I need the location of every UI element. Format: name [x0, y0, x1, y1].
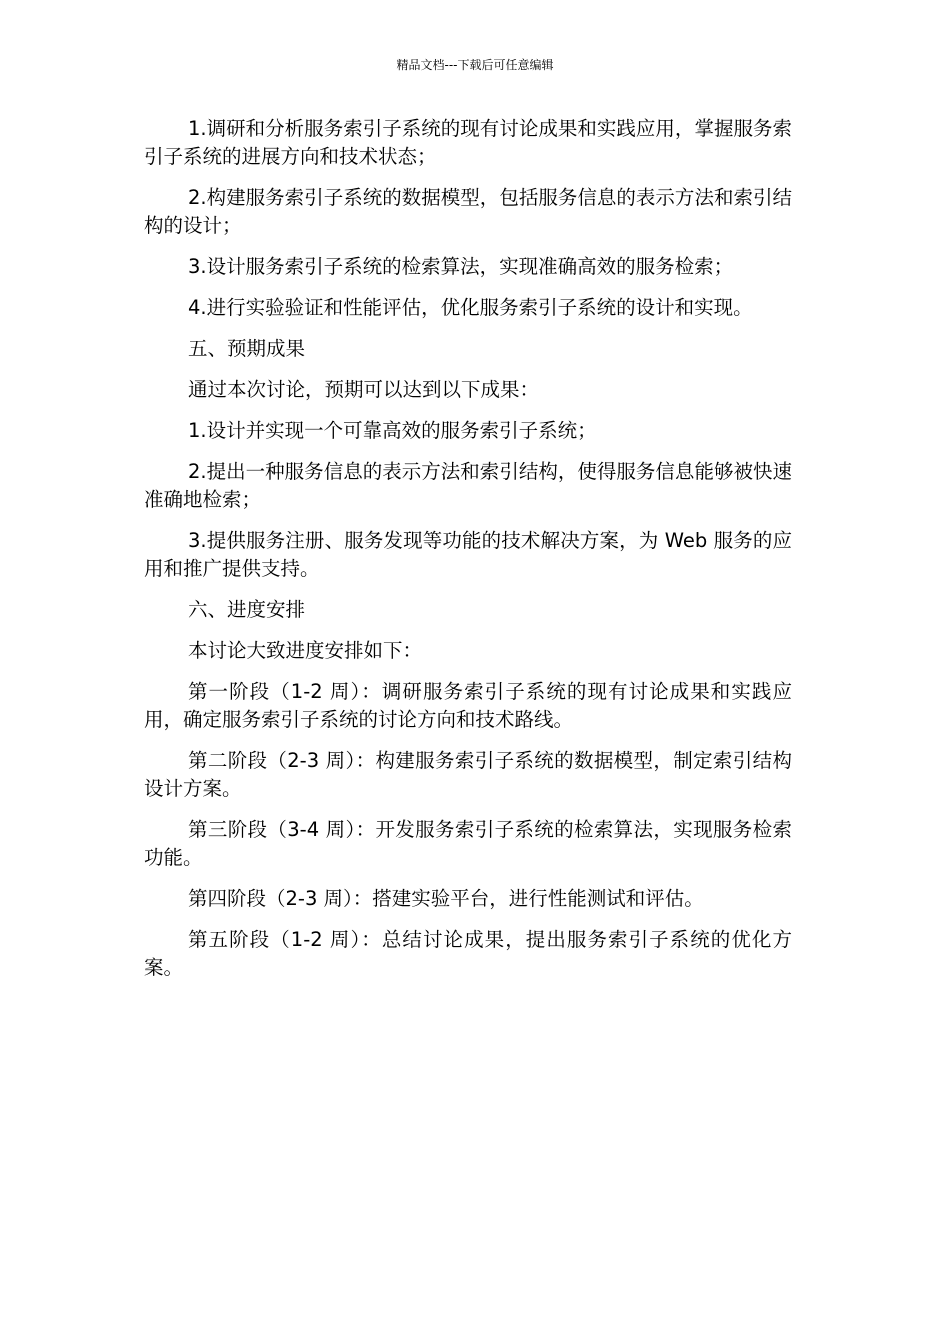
- paragraph-stage-5: 第五阶段（1-2 周）：总结讨论成果，提出服务索引子系统的优化方案。: [144, 928, 792, 979]
- paragraph-stage-1: 第一阶段（1-2 周）：调研服务索引子系统的现有讨论成果和实践应用，确定服务索引子系统的讨论方向和技术路线。: [144, 680, 792, 731]
- section-heading-schedule: 六、进度安排: [188, 598, 306, 621]
- paragraph-objective-2: 2.构建服务索引子系统的数据模型，包括服务信息的表示方法和索引结构的设计；: [144, 186, 792, 237]
- paragraph-results-intro: 通过本次讨论，预期可以达到以下成果：: [188, 378, 540, 401]
- paragraph-stage-2: 第二阶段（2-3 周）：构建服务索引子系统的数据模型，制定索引结构设计方案。: [144, 749, 792, 800]
- page-header: 精品文档---下载后可任意编辑: [396, 58, 554, 72]
- paragraph-result-1: 1.设计并实现一个可靠高效的服务索引子系统；: [188, 419, 597, 442]
- document-body: [144, 115, 792, 995]
- paragraph-objective-1: 1.调研和分析服务索引子系统的现有讨论成果和实践应用，掌握服务索引子系统的进展方向和技术状态；: [144, 117, 792, 168]
- paragraph-objective-4: 4.进行实验验证和性能评估，优化服务索引子系统的设计和实现。: [188, 296, 753, 319]
- paragraph-result-3: 3.提供服务注册、服务发现等功能的技术解决方案，为 Web 服务的应用和推广提供支持。: [144, 529, 792, 580]
- paragraph-stage-4: 第四阶段（2-3 周）：搭建实验平台，进行性能测试和评估。: [188, 887, 704, 910]
- paragraph-stage-3: 第三阶段（3-4 周）：开发服务索引子系统的检索算法，实现服务检索功能。: [144, 818, 792, 869]
- paragraph-objective-3: 3.设计服务索引子系统的检索算法，实现准确高效的服务检索；: [188, 255, 734, 278]
- paragraph-schedule-intro: 本讨论大致进度安排如下：: [188, 639, 423, 662]
- section-heading-expected-results: 五、预期成果: [188, 337, 306, 360]
- paragraph-result-2: 2.提出一种服务信息的表示方法和索引结构，使得服务信息能够被快速准确地检索；: [144, 460, 792, 511]
